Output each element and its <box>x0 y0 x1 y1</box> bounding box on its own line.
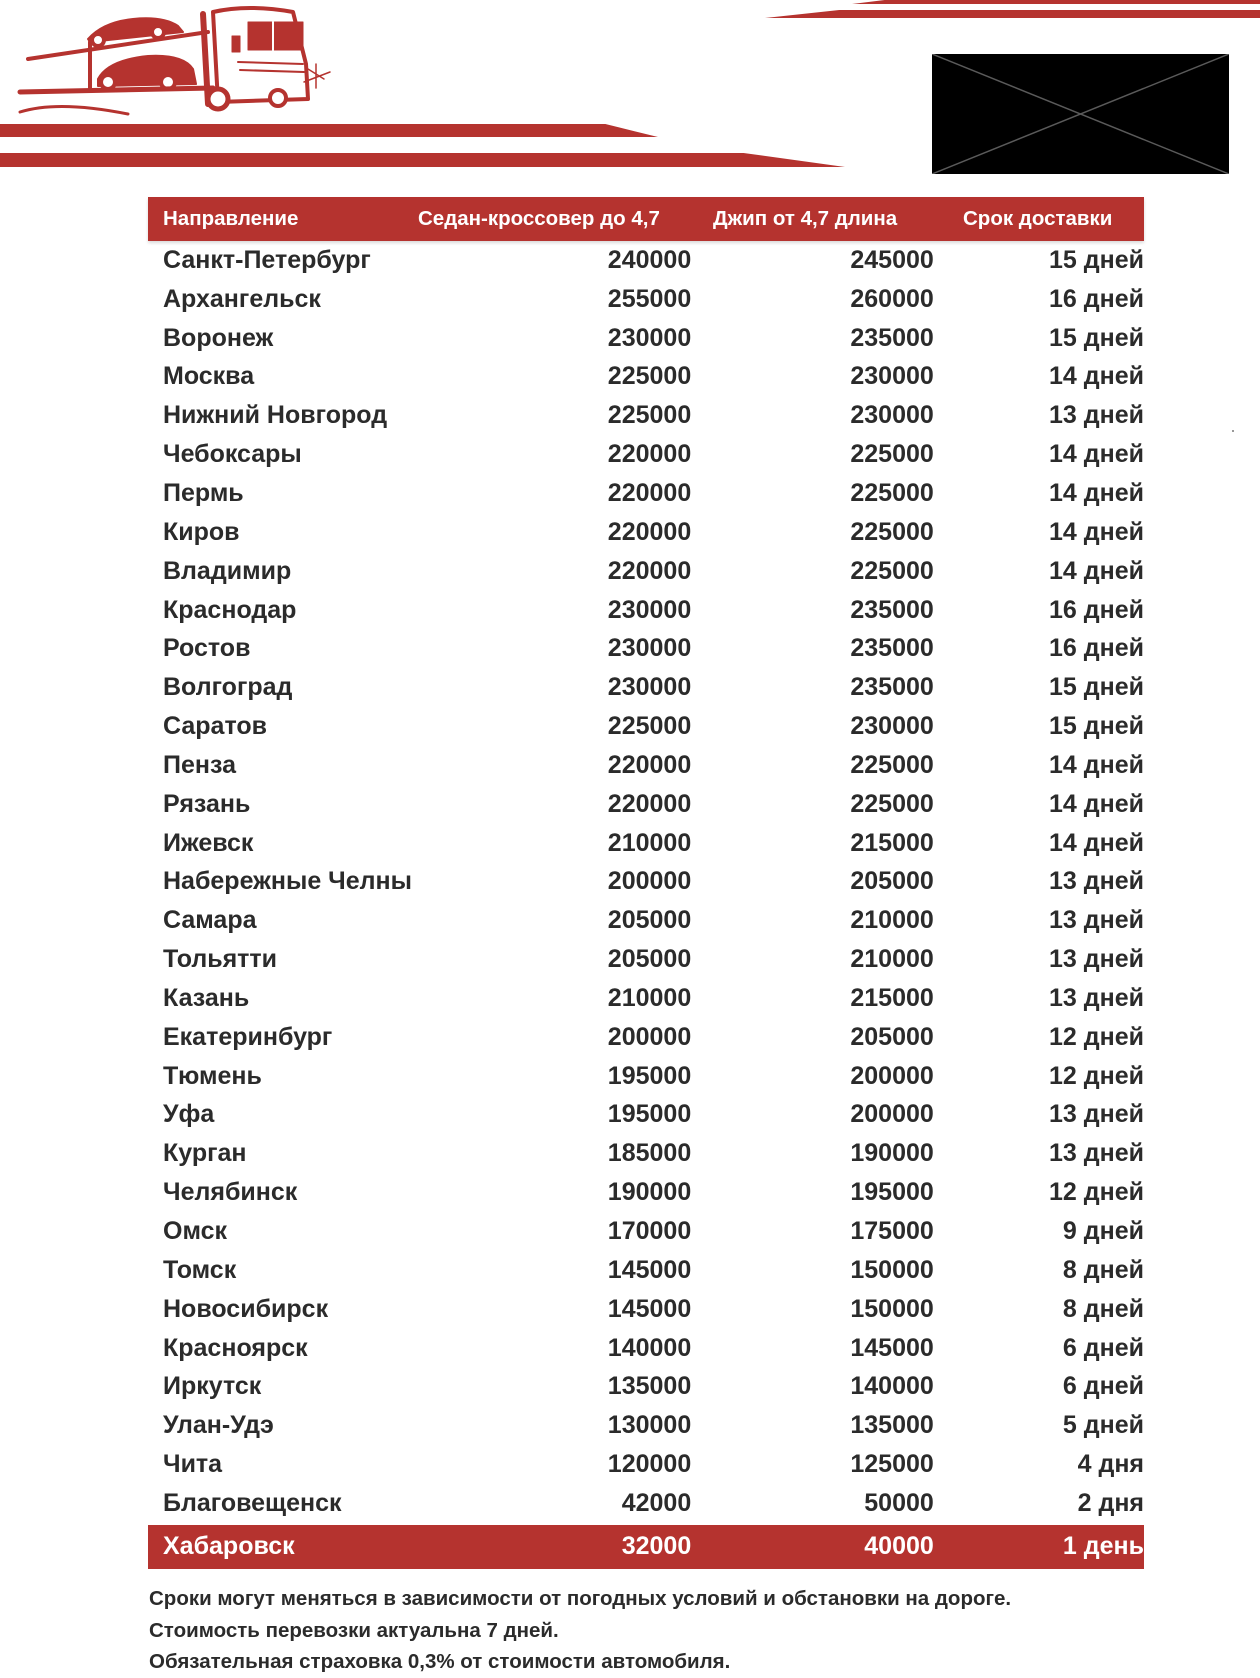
cell-sedan-price: 200000 <box>607 1022 692 1051</box>
cell-city: Красноярск <box>163 1333 308 1362</box>
cell-city: Нижний Новгород <box>163 401 388 430</box>
cell-city: Уфа <box>163 1100 215 1129</box>
table-row <box>148 979 1144 1018</box>
cell-delivery-term: 15 дней <box>1049 673 1145 702</box>
cell-jeep-price: 235000 <box>850 634 934 663</box>
cell-delivery-term: 1 день <box>1062 1532 1145 1561</box>
cell-sedan-price: 255000 <box>607 284 692 313</box>
cell-delivery-term: 2 дня <box>1077 1488 1145 1517</box>
note-insurance: Обязательная страховка 0,3% от стоимости автомобиля. <box>149 1650 731 1673</box>
table-row <box>148 1484 1144 1523</box>
cell-jeep-price: 175000 <box>850 1217 934 1246</box>
table-row <box>148 435 1144 474</box>
cell-sedan-price: 225000 <box>607 362 692 391</box>
table-row-highlighted <box>148 1525 1144 1569</box>
cell-jeep-price: 145000 <box>850 1333 934 1362</box>
cell-delivery-term: 12 дней <box>1049 1022 1145 1051</box>
cell-city: Курган <box>163 1139 247 1168</box>
table-row <box>148 863 1144 902</box>
cell-jeep-price: 215000 <box>850 828 934 857</box>
left-stripe-lower <box>0 153 845 167</box>
cell-delivery-term: 15 дней <box>1049 712 1145 741</box>
cell-sedan-price: 145000 <box>607 1255 692 1284</box>
cell-jeep-price: 230000 <box>850 712 934 741</box>
cell-jeep-price: 205000 <box>850 1022 934 1051</box>
cell-jeep-price: 260000 <box>850 284 934 313</box>
column-header-delivery-term: Срок доставки <box>963 207 1113 230</box>
cell-city: Екатеринбург <box>163 1022 333 1051</box>
cell-sedan-price: 195000 <box>607 1100 692 1129</box>
table-row <box>148 1134 1144 1173</box>
cell-jeep-price: 150000 <box>850 1294 934 1323</box>
cell-delivery-term: 14 дней <box>1049 828 1145 857</box>
note-price-validity: Стоимость перевозки актуальна 7 дней. <box>149 1618 559 1642</box>
broken-image-icon <box>932 54 1229 174</box>
cell-jeep-price: 225000 <box>850 750 934 779</box>
cell-sedan-price: 205000 <box>607 906 692 935</box>
cell-sedan-price: 230000 <box>607 673 692 702</box>
cell-city: Киров <box>163 517 240 546</box>
table-row <box>148 940 1144 979</box>
cell-city: Улан-Удэ <box>163 1411 274 1440</box>
cell-sedan-price: 220000 <box>607 750 692 779</box>
table-row <box>148 513 1144 552</box>
cell-jeep-price: 225000 <box>850 556 934 585</box>
cell-sedan-price: 135000 <box>607 1372 692 1401</box>
cell-delivery-term: 9 дней <box>1062 1217 1145 1246</box>
column-header-jeep: Джип от 4,7 длина <box>713 207 898 230</box>
cell-sedan-price: 210000 <box>607 828 692 857</box>
cell-city: Тюмень <box>163 1061 262 1090</box>
cell-delivery-term: 13 дней <box>1049 945 1145 974</box>
cell-jeep-price: 190000 <box>850 1139 934 1168</box>
cell-sedan-price: 230000 <box>607 323 692 352</box>
cell-jeep-price: 225000 <box>850 789 934 818</box>
cell-delivery-term: 13 дней <box>1049 983 1145 1012</box>
table-body <box>148 241 1144 1523</box>
cell-delivery-term: 13 дней <box>1049 867 1145 896</box>
cell-jeep-price: 225000 <box>850 517 934 546</box>
table-row <box>148 280 1144 319</box>
cell-delivery-term: 16 дней <box>1049 634 1145 663</box>
cell-city: Волгоград <box>163 673 293 702</box>
cell-delivery-term: 4 дня <box>1077 1450 1145 1479</box>
cell-jeep-price: 210000 <box>850 945 934 974</box>
table-header <box>148 197 1144 241</box>
cell-delivery-term: 16 дней <box>1049 284 1145 313</box>
table-row <box>148 1406 1144 1445</box>
cell-jeep-price: 50000 <box>864 1488 934 1517</box>
cell-delivery-term: 13 дней <box>1049 401 1145 430</box>
top-right-stripe <box>765 10 1260 18</box>
cell-jeep-price: 150000 <box>850 1255 934 1284</box>
cell-delivery-term: 14 дней <box>1049 556 1145 585</box>
table-row <box>148 1251 1144 1290</box>
cell-jeep-price: 125000 <box>850 1450 934 1479</box>
table-row <box>148 1367 1144 1406</box>
cell-sedan-price: 230000 <box>607 634 692 663</box>
cell-city: Воронеж <box>163 323 274 352</box>
cell-city: Иркутск <box>163 1372 262 1401</box>
table-row <box>148 552 1144 591</box>
cell-city: Чебоксары <box>163 440 302 469</box>
cell-sedan-price: 225000 <box>607 712 692 741</box>
table-row <box>148 396 1144 435</box>
table-row <box>148 668 1144 707</box>
table-row <box>148 901 1144 940</box>
table-row <box>148 1329 1144 1368</box>
cell-city: Хабаровск <box>163 1532 295 1561</box>
cell-delivery-term: 14 дней <box>1049 750 1145 779</box>
cell-delivery-term: 13 дней <box>1049 1100 1145 1129</box>
cell-city: Краснодар <box>163 595 297 624</box>
cell-city: Омск <box>163 1217 228 1246</box>
cell-sedan-price: 130000 <box>607 1411 692 1440</box>
cell-city: Рязань <box>163 789 251 818</box>
cell-city: Пермь <box>163 478 244 507</box>
cell-jeep-price: 195000 <box>850 1178 934 1207</box>
table-row <box>148 1057 1144 1096</box>
price-table <box>148 197 1144 1569</box>
cell-sedan-price: 220000 <box>607 517 692 546</box>
cell-sedan-price: 210000 <box>607 983 692 1012</box>
cell-city: Тольятти <box>163 945 278 974</box>
cell-jeep-price: 40000 <box>864 1532 934 1561</box>
cell-jeep-price: 245000 <box>850 245 934 274</box>
cell-city: Ижевск <box>163 828 254 857</box>
cell-jeep-price: 200000 <box>850 1061 934 1090</box>
cell-jeep-price: 135000 <box>850 1411 934 1440</box>
cell-jeep-price: 225000 <box>850 478 934 507</box>
footnotes <box>149 1583 1011 1678</box>
table-row <box>148 824 1144 863</box>
cell-city: Архангельск <box>163 284 321 313</box>
cell-delivery-term: 15 дней <box>1049 323 1145 352</box>
image-placeholder <box>932 54 1229 174</box>
cell-sedan-price: 185000 <box>607 1139 692 1168</box>
cell-delivery-term: 12 дней <box>1049 1178 1145 1207</box>
cell-delivery-term: 12 дней <box>1049 1061 1145 1090</box>
cell-sedan-price: 190000 <box>607 1178 692 1207</box>
cell-jeep-price: 235000 <box>850 595 934 624</box>
table-row <box>148 1212 1144 1251</box>
cell-sedan-price: 170000 <box>607 1217 692 1246</box>
cell-city: Саратов <box>163 712 267 741</box>
stray-dot <box>1232 430 1234 432</box>
cell-delivery-term: 14 дней <box>1049 362 1145 391</box>
cell-city: Благовещенск <box>163 1488 342 1517</box>
cell-jeep-price: 230000 <box>850 362 934 391</box>
cell-city: Чита <box>163 1450 223 1479</box>
column-header-direction: Направление <box>163 207 299 230</box>
table-row <box>148 1173 1144 1212</box>
cell-sedan-price: 140000 <box>607 1333 692 1362</box>
cell-jeep-price: 235000 <box>850 673 934 702</box>
cell-sedan-price: 145000 <box>607 1294 692 1323</box>
table-row <box>148 1096 1144 1135</box>
cell-sedan-price: 42000 <box>621 1488 692 1517</box>
table-row <box>148 785 1144 824</box>
table-row <box>148 319 1144 358</box>
cell-jeep-price: 140000 <box>850 1372 934 1401</box>
cell-sedan-price: 220000 <box>607 556 692 585</box>
cell-jeep-price: 225000 <box>850 440 934 469</box>
top-right-stripe-thin <box>852 0 1260 4</box>
cell-sedan-price: 220000 <box>607 440 692 469</box>
table-row <box>148 1445 1144 1484</box>
table-row <box>148 746 1144 785</box>
cell-jeep-price: 205000 <box>850 867 934 896</box>
table-row <box>148 591 1144 630</box>
cell-sedan-price: 32000 <box>621 1532 692 1561</box>
cell-city: Казань <box>163 983 250 1012</box>
cell-jeep-price: 215000 <box>850 983 934 1012</box>
cell-sedan-price: 120000 <box>607 1450 692 1479</box>
table-row <box>148 1018 1144 1057</box>
cell-sedan-price: 240000 <box>607 245 692 274</box>
table-row <box>148 241 1144 280</box>
left-stripe-upper <box>0 124 658 137</box>
cell-sedan-price: 220000 <box>607 478 692 507</box>
cell-delivery-term: 13 дней <box>1049 1139 1145 1168</box>
cell-city: Набережные Челны <box>163 867 412 896</box>
cell-jeep-price: 235000 <box>850 323 934 352</box>
cell-sedan-price: 230000 <box>607 595 692 624</box>
column-header-sedan: Седан-кроссовер до 4,7 <box>418 207 660 230</box>
cell-city: Томск <box>163 1255 237 1284</box>
cell-sedan-price: 195000 <box>607 1061 692 1090</box>
cell-delivery-term: 5 дней <box>1062 1411 1145 1440</box>
table-row <box>148 358 1144 397</box>
cell-city: Самара <box>163 906 257 935</box>
note-weather: Сроки могут меняться в зависимости от погодных условий и обстановки на дороге. <box>149 1587 1012 1610</box>
cell-delivery-term: 13 дней <box>1049 906 1145 935</box>
table-row <box>148 707 1144 746</box>
cell-delivery-term: 14 дней <box>1049 478 1145 507</box>
cell-city: Санкт-Петербург <box>163 245 371 274</box>
cell-city: Ростов <box>163 634 251 663</box>
cell-city: Владимир <box>163 556 292 585</box>
cell-city: Новосибирск <box>163 1294 329 1323</box>
cell-delivery-term: 16 дней <box>1049 595 1145 624</box>
cell-delivery-term: 6 дней <box>1062 1372 1145 1401</box>
cell-delivery-term: 14 дней <box>1049 789 1145 818</box>
cell-city: Москва <box>163 362 255 391</box>
cell-delivery-term: 8 дней <box>1062 1255 1145 1284</box>
cell-delivery-term: 14 дней <box>1049 517 1145 546</box>
cell-jeep-price: 210000 <box>850 906 934 935</box>
table-row <box>148 629 1144 668</box>
cell-delivery-term: 6 дней <box>1062 1333 1145 1362</box>
cell-sedan-price: 220000 <box>607 789 692 818</box>
cell-delivery-term: 8 дней <box>1062 1294 1145 1323</box>
cell-jeep-price: 200000 <box>850 1100 934 1129</box>
table-row <box>148 474 1144 513</box>
car-transporter-logo <box>8 4 338 116</box>
cell-sedan-price: 225000 <box>607 401 692 430</box>
cell-delivery-term: 15 дней <box>1049 245 1145 274</box>
cell-sedan-price: 200000 <box>607 867 692 896</box>
cell-delivery-term: 14 дней <box>1049 440 1145 469</box>
cell-jeep-price: 230000 <box>850 401 934 430</box>
table-row <box>148 1290 1144 1329</box>
cell-city: Пенза <box>163 750 236 779</box>
cell-city: Челябинск <box>163 1178 298 1207</box>
cell-sedan-price: 205000 <box>607 945 692 974</box>
car-transporter-truck-icon <box>8 4 338 116</box>
